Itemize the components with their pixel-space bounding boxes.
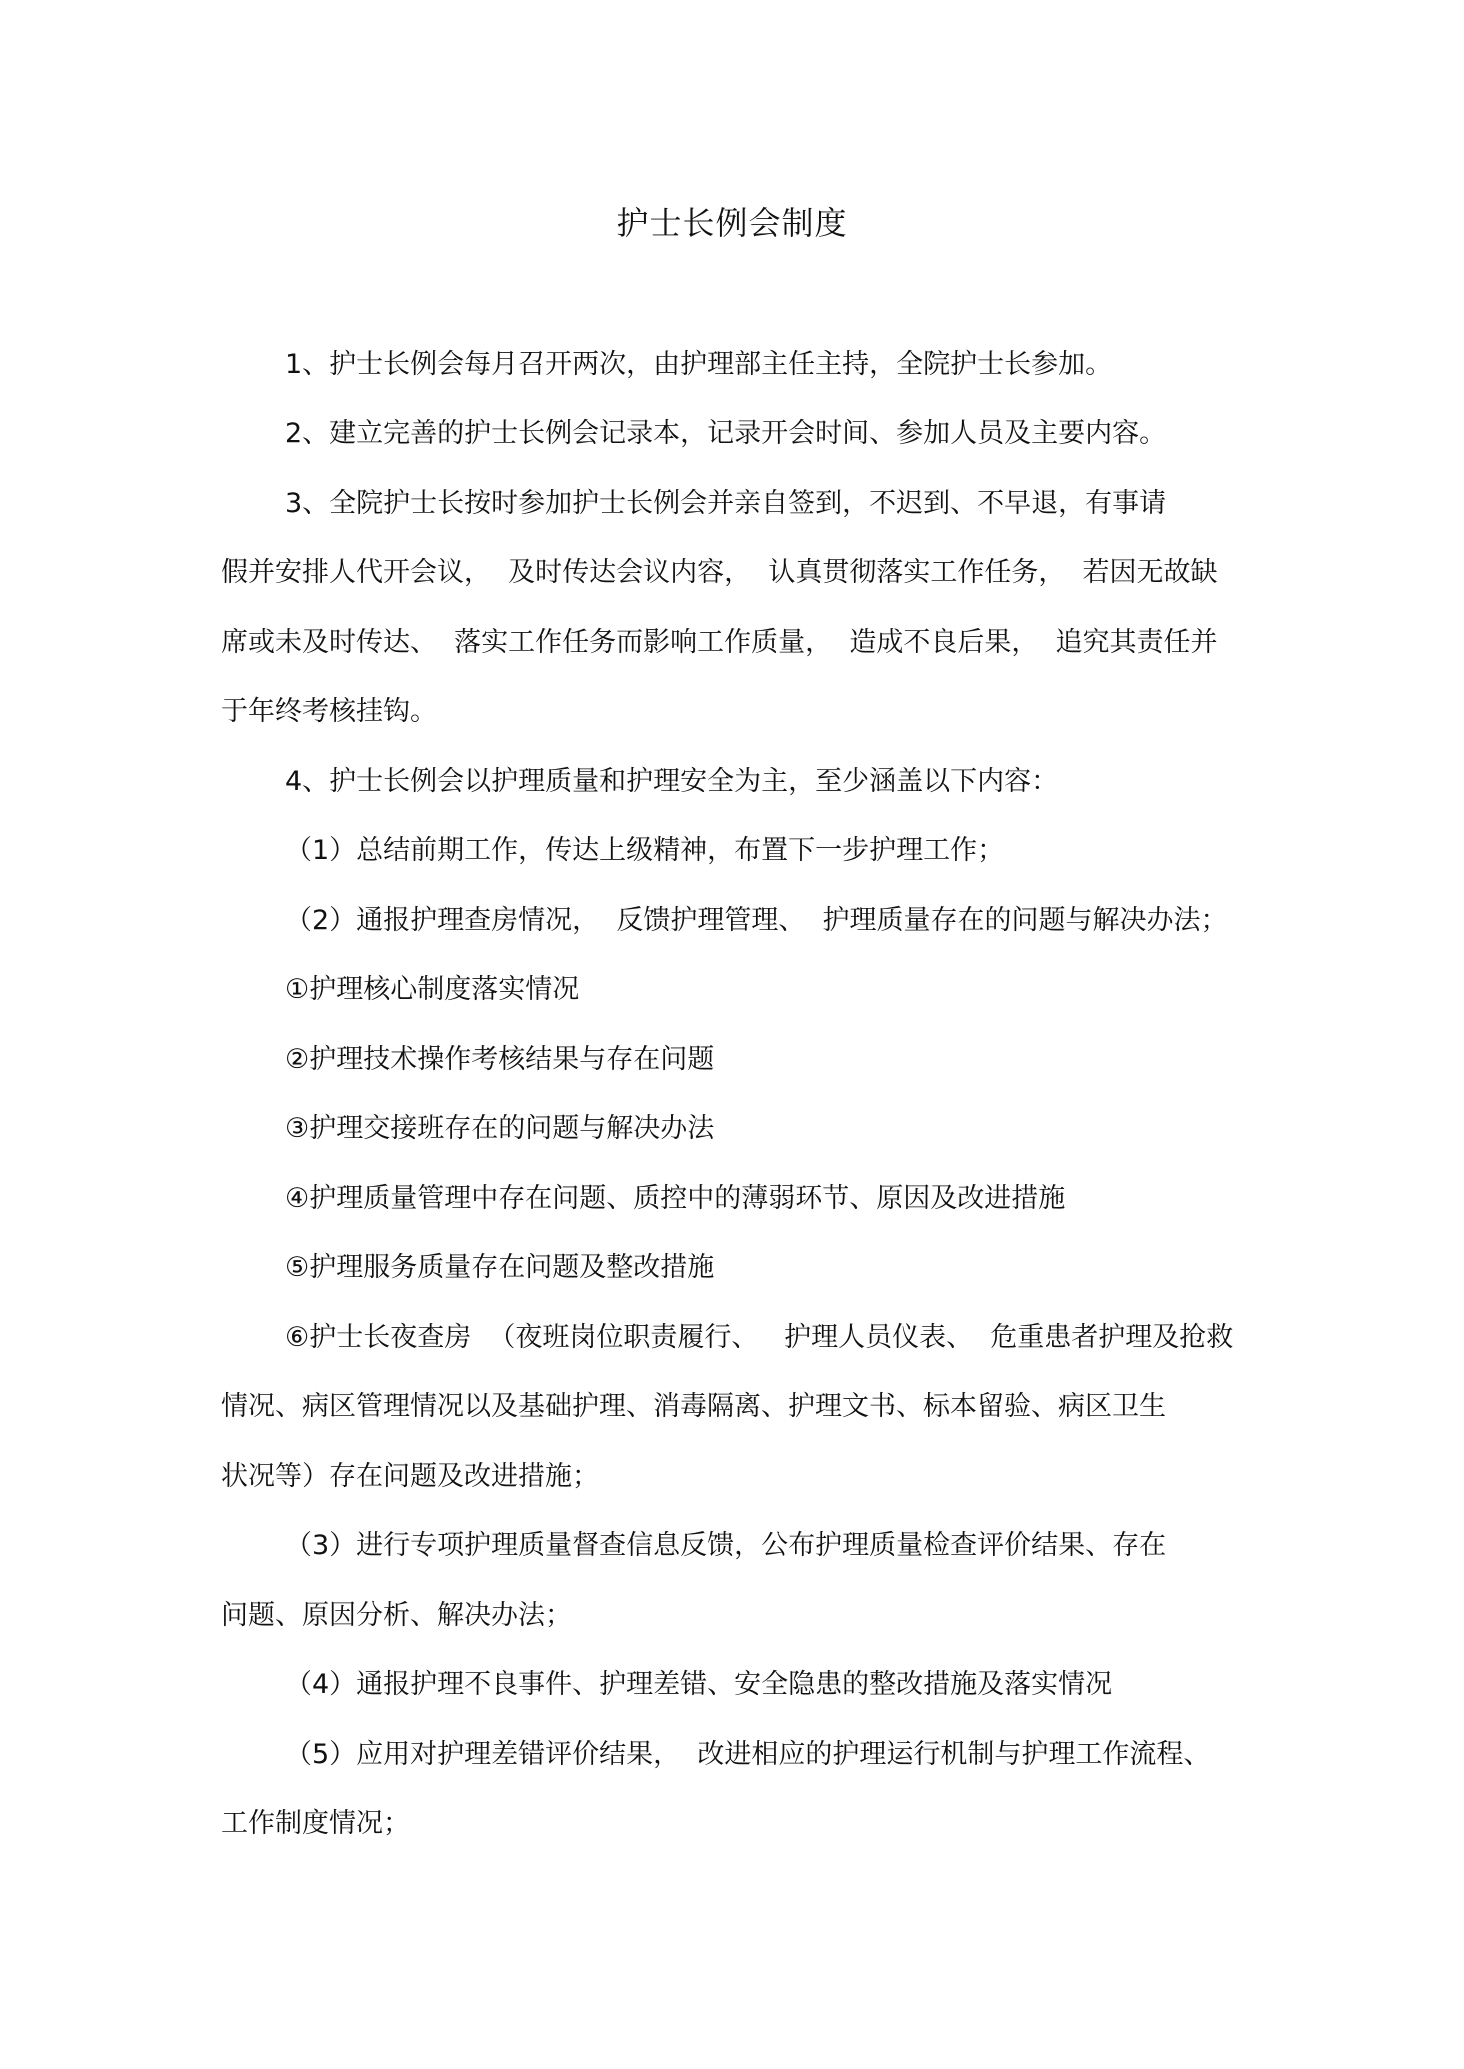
paragraph-line-14: ⑤护理服务质量存在问题及整改措施 bbox=[285, 1252, 715, 1283]
paragraph-line-12: ③护理交接班存在的问题与解决办法 bbox=[285, 1113, 715, 1144]
paragraph-line-8: （1）总结前期工作，传达上级精神，布置下一步护理工作； bbox=[285, 835, 1005, 866]
paragraph-line-18: （3）进行专项护理质量督查信息反馈，公布护理质量检查评价结果、存在 bbox=[285, 1530, 1167, 1561]
paragraph-line-13: ④护理质量管理中存在问题、质控中的薄弱环节、原因及改进措施 bbox=[285, 1183, 1066, 1214]
paragraph-line-11: ②护理技术操作考核结果与存在问题 bbox=[285, 1044, 715, 1075]
paragraph-line-19: 问题、原因分析、解决办法； bbox=[221, 1600, 572, 1631]
paragraph-line-4: 假并安排人代开会议， 及时传达会议内容， 认真贯彻落实工作任务， 若因无故缺 bbox=[221, 557, 1218, 588]
paragraph-line-15: ⑥护士长夜查房 （夜班岗位职责履行、 护理人员仪表、 危重患者护理及抢救 bbox=[285, 1322, 1234, 1353]
paragraph-line-20: （4）通报护理不良事件、护理差错、安全隐患的整改措施及落实情况 bbox=[285, 1669, 1113, 1700]
paragraph-line-1: 1、护士长例会每月召开两次，由护理部主任主持，全院护士长参加。 bbox=[285, 349, 1113, 380]
page-title: 护士长例会制度 bbox=[616, 204, 848, 242]
paragraph-line-22: 工作制度情况； bbox=[221, 1808, 410, 1839]
paragraph-line-21: （5）应用对护理差错评价结果， 改进相应的护理运行机制与护理工作流程、 bbox=[285, 1739, 1211, 1770]
paragraph-line-3: 3、全院护士长按时参加护士长例会并亲自签到，不迟到、不早退，有事请 bbox=[285, 488, 1167, 519]
paragraph-line-2: 2、建立完善的护士长例会记录本，记录开会时间、参加人员及主要内容。 bbox=[285, 418, 1167, 449]
paragraph-line-6: 于年终考核挂钩。 bbox=[221, 696, 437, 727]
paragraph-line-5: 席或未及时传达、 落实工作任务而影响工作质量， 造成不良后果， 追究其责任并 bbox=[221, 627, 1218, 658]
paragraph-line-10: ①护理核心制度落实情况 bbox=[285, 974, 580, 1005]
paragraph-line-16: 情况、病区管理情况以及基础护理、消毒隔离、护理文书、标本留验、病区卫生 bbox=[221, 1391, 1166, 1422]
paragraph-line-9: （2）通报护理查房情况， 反馈护理管理、 护理质量存在的问题与解决办法； bbox=[285, 905, 1228, 936]
paragraph-line-17: 状况等）存在问题及改进措施； bbox=[221, 1461, 599, 1492]
paragraph-line-7: 4、护士长例会以护理质量和护理安全为主，至少涵盖以下内容： bbox=[285, 766, 1059, 797]
